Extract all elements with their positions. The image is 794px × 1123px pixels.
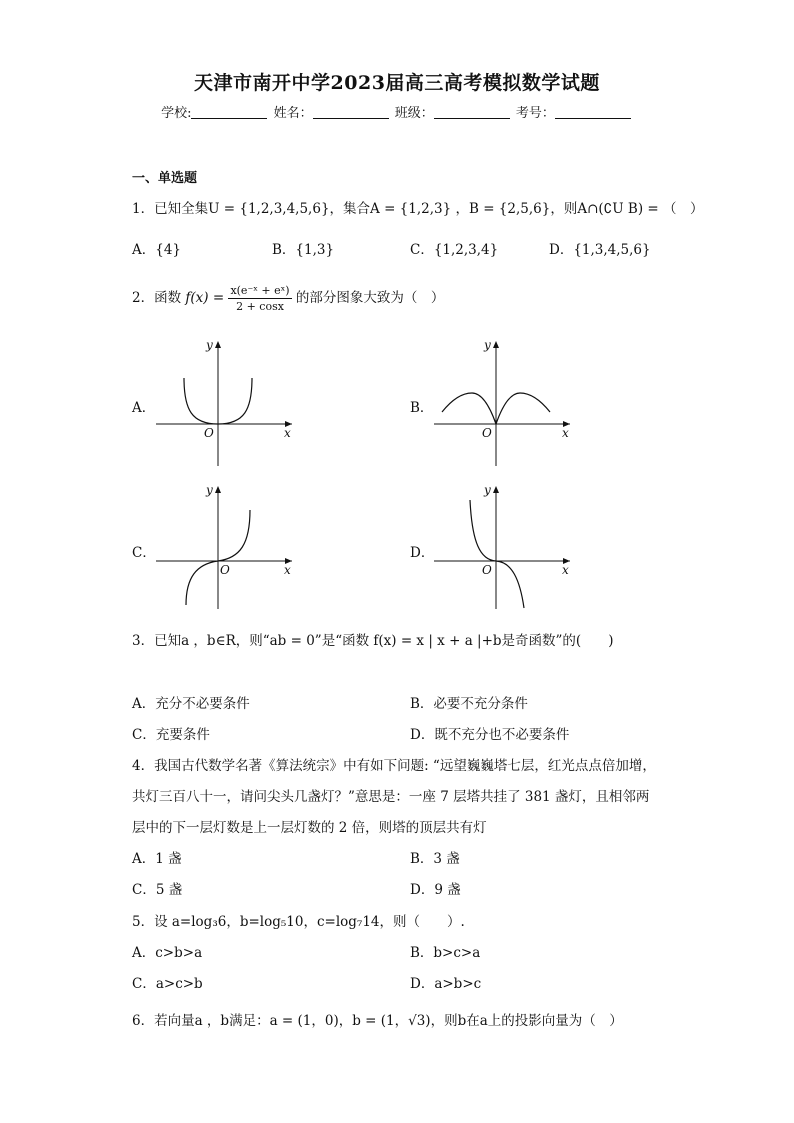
- question-4-line-2: 共灯三百八十一，请问尖头几盏灯？”意思是：一座 7 层塔共挂了 381 盏灯，且相邻两: [132, 789, 650, 805]
- axis-x-label: x: [284, 426, 291, 440]
- question-5-text: 5．设 a=log₃6，b=log₅10，c=log₇14，则（ ）.: [132, 914, 465, 930]
- section-title: 一、单选题: [132, 171, 198, 186]
- q1-option-d: D．{1,3,4,5,6}: [549, 242, 651, 258]
- q3-option-a: A．充分不必要条件: [132, 696, 250, 712]
- axis-x-label: x: [284, 563, 291, 577]
- q2-option-d-label: D．: [410, 545, 435, 561]
- q2-suffix: 的部分图象大致为（ ）: [295, 290, 445, 306]
- q2-fraction: [228, 284, 291, 313]
- school-label: 学校:: [161, 106, 192, 121]
- q3-option-c: C．充要条件: [132, 727, 210, 743]
- q5-option-c: C．a>c>b: [132, 976, 203, 992]
- axis-y-label: y: [484, 338, 491, 352]
- q5-option-a: A．c>b>a: [132, 945, 203, 961]
- q2-graph-b: [428, 335, 578, 470]
- question-1-text: 1．已知全集U = {1,2,3,4,5,6}，集合A = {1,2,3} ，B = {2,5,6}，则A∩(∁U B) = （ ）: [132, 201, 704, 217]
- q3-option-d: D．既不充分也不必要条件: [410, 727, 570, 743]
- class-label: 班级：: [394, 106, 434, 121]
- axis-y-label: y: [484, 483, 491, 497]
- question-3-text: 3．已知a ，b∈R，则“ab = 0”是“函数 f(x) = x | x + a |+b是奇函数”的( ): [132, 633, 614, 649]
- q5-option-d: D．a>b>c: [410, 976, 482, 992]
- page-title: 天津市南开中学2023届高三高考模拟数学试题: [194, 72, 600, 94]
- q1-option-a: A．{4}: [132, 242, 182, 258]
- axis-x-label: x: [562, 426, 569, 440]
- origin-label: O: [482, 426, 492, 440]
- q4-option-b: B．3 盏: [410, 851, 460, 867]
- q1-option-c: C．{1,2,3,4}: [410, 242, 499, 258]
- q2-graph-d: [428, 480, 578, 615]
- q3-option-b: B．必要不充分条件: [410, 696, 528, 712]
- q2-numerator: x(e⁻ˣ + eˣ): [230, 284, 290, 297]
- axis-y-label: y: [206, 483, 213, 497]
- question-4-line-3: 层中的下一层灯数是上一层灯数的 2 倍，则塔的顶层共有灯: [132, 820, 487, 836]
- y-arrow-icon: [493, 341, 499, 348]
- exam-number-label: 考号：: [515, 106, 555, 121]
- question-6-text: 6．若向量a ，b满足：a = (1，0)，b = (1，√3)，则b在a上的投影向量为（ ）: [132, 1013, 623, 1029]
- q4-option-c: C．5 盏: [132, 882, 183, 898]
- q2-option-b-label: B．: [410, 400, 434, 416]
- origin-label: O: [482, 563, 492, 577]
- q4-option-d: D．9 盏: [410, 882, 461, 898]
- q2-option-a-label: A．: [132, 400, 156, 416]
- name-label: 姓名：: [273, 106, 313, 121]
- q5-option-b: B．b>c>a: [410, 945, 481, 961]
- q2-graph-c: [150, 480, 300, 615]
- q2-denominator: 2 + cosx: [236, 300, 284, 313]
- y-arrow-icon: [493, 486, 499, 493]
- axis-y-label: y: [206, 338, 213, 352]
- origin-label: O: [204, 426, 214, 440]
- origin-label: O: [220, 563, 230, 577]
- q2-prefix: 2．函数: [132, 290, 182, 306]
- school-blank[interactable]: [191, 106, 267, 119]
- axis-x-label: x: [562, 563, 569, 577]
- question-2-text: [132, 284, 444, 313]
- name-blank[interactable]: [313, 106, 389, 119]
- q1-option-b: B．{1,3}: [272, 242, 335, 258]
- q4-option-a: A．1 盏: [132, 851, 182, 867]
- y-arrow-icon: [215, 486, 221, 493]
- exam-number-blank[interactable]: [555, 106, 631, 119]
- q2-graph-a: [150, 335, 300, 470]
- y-arrow-icon: [215, 341, 221, 348]
- curve: [470, 500, 524, 608]
- q2-function-name: f(x) =: [185, 290, 225, 306]
- class-blank[interactable]: [434, 106, 510, 119]
- student-info-line: [0, 102, 794, 121]
- q2-option-c-label: C．: [132, 545, 156, 561]
- question-4-line-1: 4．我国古代数学名著《算法统宗》中有如下问题: “远望巍巍塔七层，红光点点倍加增，: [132, 758, 656, 774]
